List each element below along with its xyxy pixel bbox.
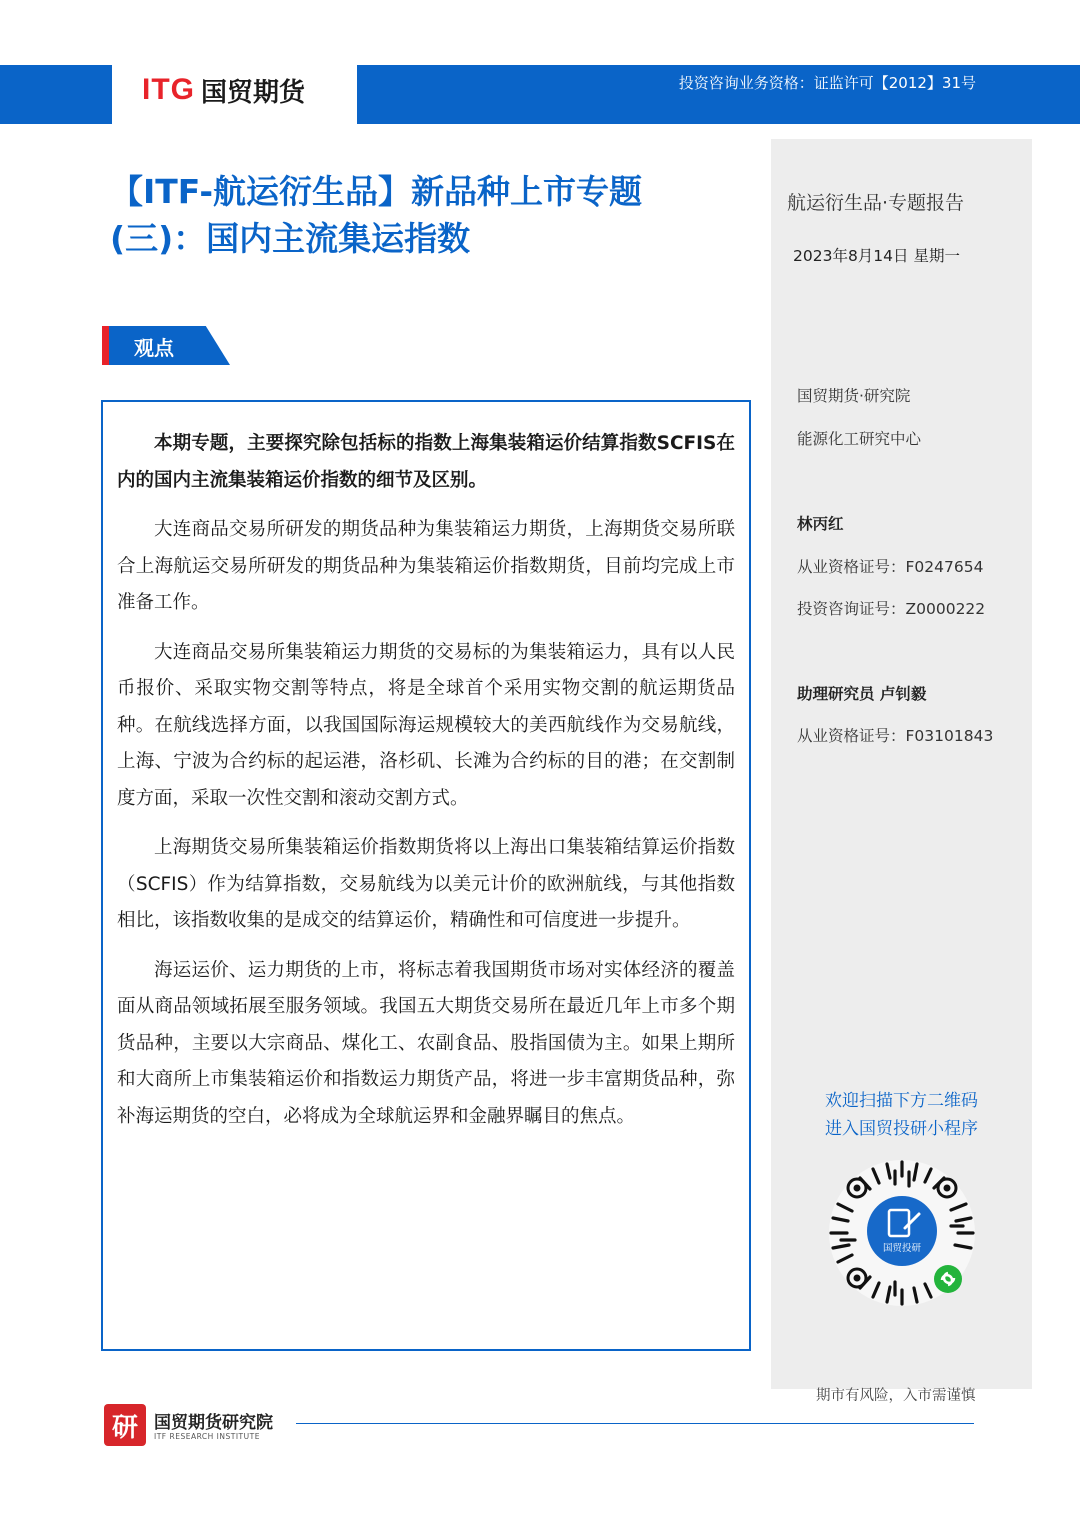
research-logo-icon [104, 1404, 146, 1446]
analyst-name: 林丙红 [797, 515, 844, 533]
paragraph-3: 大连商品交易所集装箱运力期货的交易标的为集装箱运力，具有以人民币报价、采取实物交割等特点，将是全球首个采用实物交割的航运期货品种。在航线选择方面，以我国国际海运规模较大的美西航线作为交易航线，上海、宁波为合约标的起运港，洛杉矶、长滩为合约标的目的港；在交割制度方面，采取一次性交割和滚动交割方式。 [117, 641, 735, 809]
qr-caption-1: 欢迎扫描下方二维码 [825, 1091, 978, 1111]
report-date: 2023年8月14日 星期一 [793, 247, 960, 265]
report-title [110, 168, 730, 262]
logo-cn: 国贸期货 [201, 77, 306, 108]
content-box [101, 400, 751, 1351]
assistant-name: 助理研究员 卢钊毅 [797, 685, 927, 703]
tag-red-bar [102, 326, 109, 365]
license-text: 投资咨询业务资格：证监许可【2012】31号 [678, 74, 976, 92]
header-bar-left [0, 65, 112, 124]
dept-name: 能源化工研究中心 [797, 430, 922, 448]
footer-institute-name: 国贸期货研究院 [154, 1413, 273, 1433]
paragraph-4: 上海期货交易所集装箱运价指数期货将以上海出口集装箱结算运价指数（SCFIS）作为结算指数，交易航线为以美元计价的欧洲航线，与其他指数相比，该指数收集的是成交的结算运价，精确性和可信度进一步提升。 [117, 837, 735, 931]
analyst-invest-cert: 投资咨询证号：Z0000222 [797, 600, 986, 618]
research-logo-char: 研 [111, 1412, 138, 1443]
org-name: 国贸期货·研究院 [797, 387, 911, 405]
summary-paragraph: 本期专题，主要探究除包括标的指数上海集装箱运价结算指数SCFIS在内的国内主流集装箱运价指数的细节及区别。 [117, 433, 735, 491]
paragraph-5: 海运运价、运力期货的上市，将标志着我国期货市场对实体经济的覆盖面从商品领域拓展至服务领域。我国五大期货交易所在最近几年上市多个期货品种，主要以大宗商品、煤化工、农副食品、股指国债为主。如果上期所和大商所上市集装箱运价和指数运力期货产品，将进一步丰富期货品种，弥补海运期货的空白，必将成为全球航运界和金融界瞩目的焦点。 [117, 959, 735, 1127]
report-type: 航运衍生品·专题报告 [787, 192, 965, 214]
qr-caption-2: 进入国贸投研小程序 [825, 1119, 978, 1139]
section-tag-label: 观点 [134, 336, 174, 360]
qr-code-icon[interactable] [827, 1158, 977, 1308]
risk-warning: 期市有风险，入市需谨慎 [816, 1388, 976, 1404]
analyst-cert: 从业资格证号：F0247654 [797, 558, 984, 576]
title-line-1: 【ITF-航运衍生品】新品种上市专题 [110, 172, 643, 211]
company-logo [142, 70, 305, 110]
qr-center-label: 国贸投研 [882, 1243, 922, 1254]
assistant-cert: 从业资格证号：F03101843 [797, 727, 994, 745]
footer-divider [296, 1423, 974, 1424]
title-line-2: (三)：国内主流集运指数 [110, 219, 471, 258]
paragraph-2: 大连商品交易所研发的期货品种为集装箱运力期货，上海期货交易所联合上海航运交易所研发的期货品种为集装箱运价指数期货，目前均完成上市准备工作。 [117, 519, 735, 613]
logo-itg: ITG [142, 73, 195, 106]
footer-institute-en: ITF RESEARCH INSTITUTE [154, 1432, 260, 1441]
section-tag [102, 326, 230, 365]
